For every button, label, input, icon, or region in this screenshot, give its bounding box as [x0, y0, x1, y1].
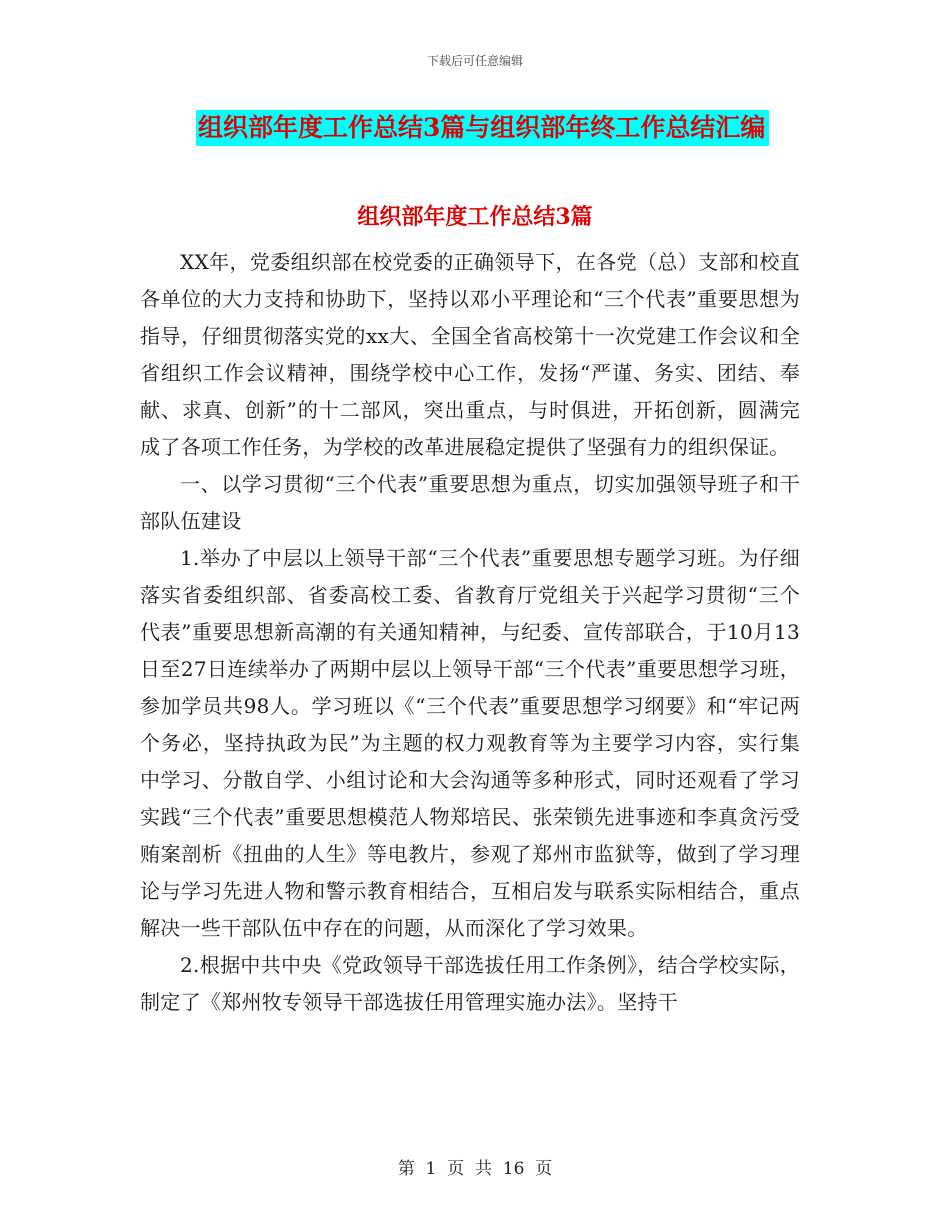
paragraph-item-2: 2.根据中共中央《党政领导干部选拔任用工作条例》，结合学校实际，制定了《郑州牧专领导干部选拔任用管理实施办法》。坚持干: [140, 953, 800, 1014]
document-sub-title: 组织部年度工作总结3篇: [357, 204, 593, 230]
paragraph-item-1: 1.举办了中层以上领导干部“三个代表”重要思想专题学习班。为仔细落实省委组织部、省委高校工委、省教育厅党组关于兴起学习贯彻“三个代表”重要思想新高潮的有关通知精神，与纪委、宣传部联合，于10月13日至27日连续举办了两期中层以上领导干部“三个代表”重要思想学习班，参加学员共98人。学习班以《“三个代表”重要思想学习纲要》和“牢记两个务必，坚持执政为民”为主题的权力观教育等为主要学习内容，实行集中学习、分散自学、小组讨论和大会沟通等多种形式，同时还观看了学习实践“三个代表”重要思想模范人物郑培民、张荣锁先进事迹和李真贪污受贿案剖析《扭曲的人生》等电教片，参观了郑州市监狱等，做到了学习理论与学习先进人物和警示教育相结合，互相启发与联系实际相结合，重点解决一些干部队伍中存在的问题，从而深化了学习效果。: [140, 546, 800, 940]
paragraph-intro: XX年，党委组织部在校党委的正确领导下，在各党（总）支部和校直各单位的大力支持和协助下，坚持以邓小平理论和“三个代表”重要思想为指导，仔细贯彻落实党的xx大、全国全省高校第十一次党建工作会议和全省组织工作会议精神，围绕学校中心工作，发扬“严谨、务实、团结、奉献、求真、创新”的十二部风，突出重点，与时俱进，开拓创新，圆满完成了各项工作任务，为学校的改革进展稳定提供了坚强有力的组织保证。: [140, 250, 800, 459]
document-main-title: 组织部年度工作总结3篇与组织部年终工作总结汇编: [196, 110, 769, 146]
page-header-note: 下载后可任意编辑: [426, 54, 523, 68]
paragraph-section-heading: 一、以学习贯彻“三个代表”重要思想为重点，切实加强领导班子和干部队伍建设: [140, 472, 800, 533]
page-number-footer: 第 1 页 共 16 页: [397, 1159, 553, 1179]
document-body: [140, 244, 800, 1021]
